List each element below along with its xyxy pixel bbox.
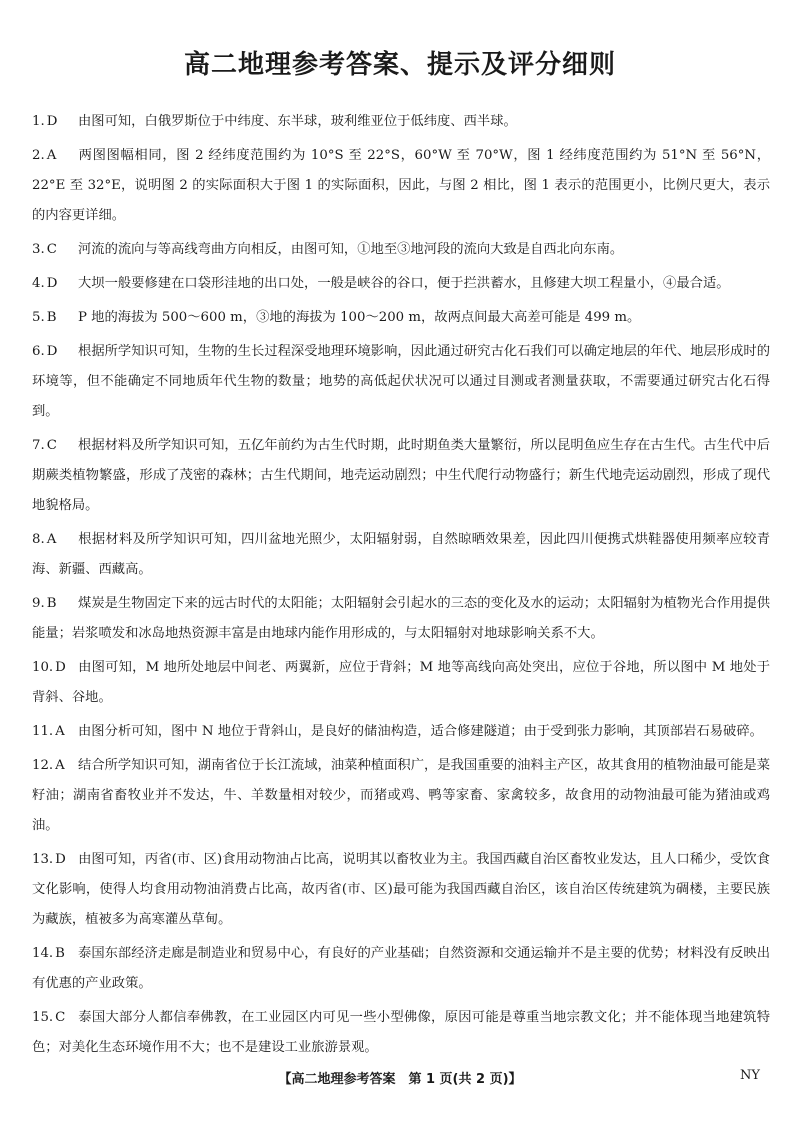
- answer-item: [32, 303, 770, 333]
- answer-explanation: 结合所学知识可知，湖南省位于长江流域，油菜种植面积广，是我国重要的油料主产区，故其食用的植物油最可能是菜籽油；湖南省畜牧业并不发达，牛、羊数量相对较少，而猪或鸡、鸭等家畜、家禽较多，故食用的动物油最可能为猪油或鸡油。: [32, 758, 770, 833]
- answer-explanation: P 地的海拔为 500～600 m，③地的海拔为 100～200 m，故两点间最大高差可能是 499 m。: [78, 310, 641, 325]
- answer-letter: C: [55, 1010, 66, 1025]
- answer-letter: D: [46, 276, 58, 291]
- answer-item-header: [32, 1003, 78, 1033]
- answer-list: [32, 107, 770, 1067]
- answer-item-header: [32, 653, 78, 683]
- answer-item: [32, 141, 770, 231]
- answer-item: [32, 269, 770, 299]
- answer-explanation: 由图可知，白俄罗斯位于中纬度、东半球，玻利维亚位于低纬度、西半球。: [78, 114, 517, 129]
- answer-letter: B: [55, 946, 65, 961]
- answer-item-header: [32, 845, 78, 875]
- answer-item: [32, 939, 770, 999]
- answer-item: [32, 431, 770, 521]
- answer-explanation: 河流的流向与等高线弯曲方向相反，由图可知，①地至③地河段的流向大致是自西北向东南。: [78, 242, 624, 257]
- answer-item-header: [32, 269, 78, 299]
- answer-item-header: [32, 717, 78, 747]
- answer-letter: D: [46, 344, 58, 359]
- question-number: 6.: [32, 344, 45, 359]
- answer-explanation: 两图图幅相同，图 2 经纬度范围约为 10°S 至 22°S，60°W 至 70°W，图 1 经纬度范围约为 51°N 至 56°N，22°E 至 32°E，说明图 2 的实际面积大于图 1 的实际面积，因此，与图 2 相比，图 1 表示的范围更小，比例尺更大，表示的内容更详细。: [32, 148, 770, 223]
- answer-explanation: 由图分析可知，图中 N 地位于背斜山，是良好的储油构造，适合修建隧道；由于受到张力影响，其顶部岩石易破碎。: [78, 724, 763, 739]
- answer-item-header: [32, 337, 78, 367]
- answer-explanation: 由图可知，M 地所处地层中间老、两翼新，应位于背斜；M 地等高线向高处突出，应位于谷地，所以图中 M 地处于背斜、谷地。: [32, 660, 770, 705]
- question-number: 15.: [32, 1010, 54, 1025]
- answer-letter: D: [55, 660, 66, 675]
- answer-explanation: 泰国大部分人都信奉佛教，在工业园区内可见一些小型佛像，原因可能是尊重当地宗教文化；并不能体现当地建筑特色；对美化生态环境作用不大；也不是建设工业旅游景观。: [32, 1010, 770, 1055]
- question-number: 2.: [32, 148, 45, 163]
- answer-item-header: [32, 235, 78, 265]
- question-number: 7.: [32, 438, 45, 453]
- question-number: 9.: [32, 596, 45, 611]
- answer-item: [32, 845, 770, 935]
- question-number: 5.: [32, 310, 45, 325]
- answer-explanation: 煤炭是生物固定下来的远古时代的太阳能；太阳辐射会引起水的三态的变化及水的运动；太阳辐射为植物光合作用提供能量；岩浆喷发和冰岛地热资源丰富是由地球内能作用形成的，与太阳辐射对地球影响关系不大。: [32, 596, 770, 641]
- answer-letter: A: [46, 532, 57, 547]
- question-number: 13.: [32, 852, 54, 867]
- answer-explanation: 根据所学知识可知，生物的生长过程深受地理环境影响，因此通过研究古化石我们可以确定地层的年代、地层形成时的环境等，但不能确定不同地质年代生物的数量；地势的高低起伏状况可以通过目测或者测量获取，不需要通过研究古化石得到。: [32, 344, 770, 419]
- answer-explanation: 根据材料及所学知识可知，五亿年前约为古生代时期，此时期鱼类大量繁衍，所以昆明鱼应生存在古生代。古生代中后期蕨类植物繁盛，形成了茂密的森林；古生代期间，地壳运动剧烈；中生代爬行动物盛行；新生代地壳运动剧烈，形成了现代地貌格局。: [32, 438, 770, 513]
- answer-item-header: [32, 107, 78, 137]
- question-number: 8.: [32, 532, 45, 547]
- footer-code: NY: [740, 1068, 760, 1083]
- answer-item-header: [32, 589, 78, 619]
- answer-letter: D: [55, 852, 66, 867]
- answer-item-header: [32, 525, 78, 555]
- answer-item: [32, 337, 770, 427]
- question-number: 12.: [32, 758, 54, 773]
- answer-explanation: 大坝一般要修建在口袋形洼地的出口处，一般是峡谷的谷口，便于拦洪蓄水，且修建大坝工程量小，④最合适。: [78, 276, 730, 291]
- question-number: 1.: [32, 114, 45, 129]
- answer-letter: B: [46, 310, 57, 325]
- answer-item: [32, 589, 770, 649]
- answer-letter: C: [46, 438, 57, 453]
- answer-letter: B: [46, 596, 57, 611]
- answer-letter: A: [55, 724, 65, 739]
- answer-item: [32, 107, 770, 137]
- answer-letter: A: [46, 148, 57, 163]
- answer-item: [32, 717, 770, 747]
- answer-item: [32, 653, 770, 713]
- question-number: 14.: [32, 946, 54, 961]
- answer-explanation: 泰国东部经济走廊是制造业和贸易中心，有良好的产业基础；自然资源和交通运输并不是主要的优势；材料没有反映出有优惠的产业政策。: [32, 946, 770, 991]
- answer-item-header: [32, 751, 78, 781]
- answer-letter: C: [46, 242, 57, 257]
- page-title: 高二地理参考答案、提示及评分细则: [183, 50, 616, 80]
- question-number: 4.: [32, 276, 45, 291]
- answer-letter: A: [55, 758, 65, 773]
- answer-explanation: 根据材料及所学知识可知，四川盆地光照少，太阳辐射弱，自然晾晒效果差，因此四川便携式烘鞋器使用频率应较青海、新疆、西藏高。: [32, 532, 770, 577]
- answer-item-header: [32, 303, 78, 333]
- answer-item-header: [32, 431, 78, 461]
- question-number: 10.: [32, 660, 54, 675]
- answer-item: [32, 235, 770, 265]
- answer-item: [32, 525, 770, 585]
- answer-explanation: 由图可知，丙省(市、区)食用动物油占比高，说明其以畜牧业为主。我国西藏自治区畜牧业发达，且人口稀少，受饮食文化影响，使得人均食用动物油消费占比高，故丙省(市、区)最可能为我国西藏自治区，该自治区传统建筑为碉楼，主要民族为藏族，植被多为高寒灌丛草甸。: [32, 852, 770, 927]
- answer-item: [32, 1003, 770, 1063]
- question-number: 11.: [32, 724, 54, 739]
- answer-item: [32, 751, 770, 841]
- answer-letter: D: [46, 114, 58, 129]
- question-number: 3.: [32, 242, 45, 257]
- answer-item-header: [32, 939, 78, 969]
- answer-item-header: [32, 141, 78, 171]
- page-footer: 【高二地理参考答案 第 1 页(共 2 页)】: [278, 1072, 522, 1087]
